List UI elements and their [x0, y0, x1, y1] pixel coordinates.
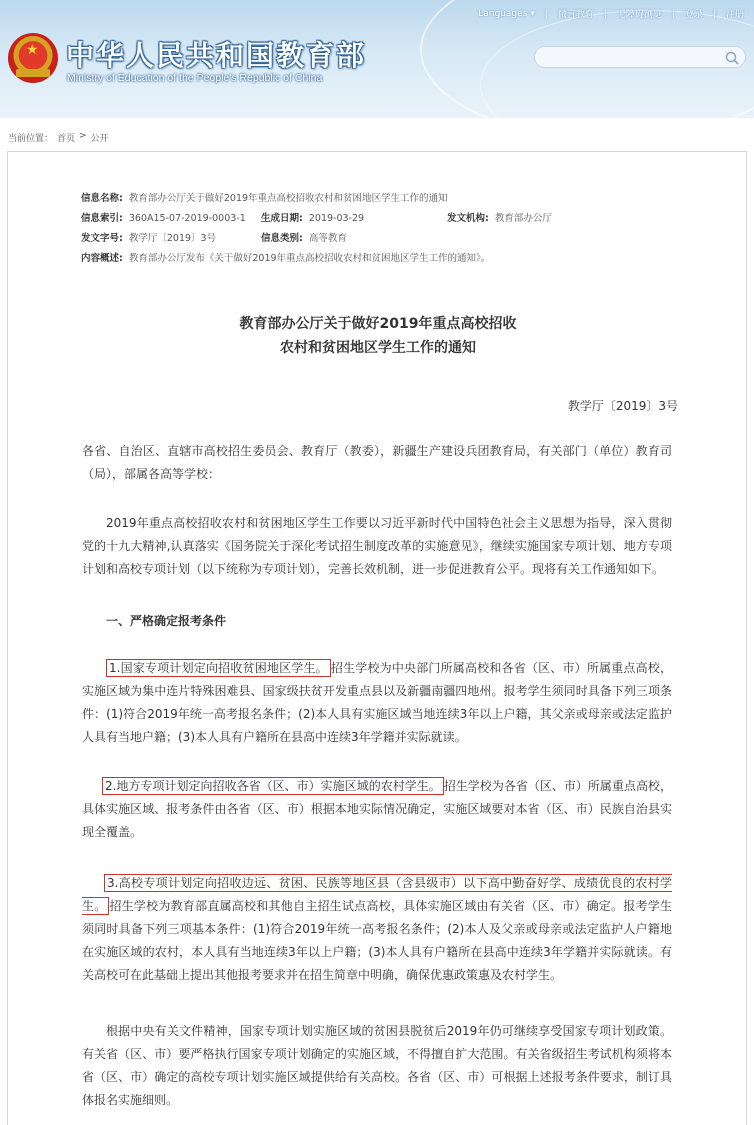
search-icon[interactable] [723, 49, 741, 67]
item-3-paragraph: 3.高校专项计划定向招收边远、贫困、民族等地区县（含县级市）以下高中勤奋好学、成绩优良的农村学生。 招生学校为教育部直属高校和其他自主招生试点高校，具体实施区域由有关省（区、市）确定。报考学生须同时具备下列三项基本条件：(1)符合2019年统一高考报名条件；(2)本人及父亲或母亲或法定监护人户籍地在实施区域的农村，本人具有当地连续3年以上户籍；(3)本人具有户籍所在县高中连续3年学籍并实际就读。有关高校可在此基础上提出其他报考要求并在招生简章中明确，确保优惠政策惠及农村学生。 [82, 876, 672, 982]
document-number: 教学厅〔2019〕3号 [567, 399, 678, 413]
national-emblem-icon[interactable] [8, 33, 58, 83]
search-input[interactable] [545, 50, 725, 70]
highlight-box: 2.地方专项计划定向招收各省（区、市）实施区域的农村学生。 [102, 777, 444, 795]
highlight-box: 3.高校专项计划定向招收边远、贫困、民族等地区县（含县级市）以下高中勤奋好学、成绩优良的农村学生。 [82, 876, 672, 913]
section-heading: 一、严格确定报考条件 [106, 614, 227, 628]
separator: | [603, 8, 607, 19]
weiyan-link[interactable]: 微言教育 [557, 10, 594, 20]
emblem-base [16, 69, 50, 77]
separator: | [712, 8, 716, 19]
meta-row-docno: 发文字号: 教学厅〔2019〕3号 [81, 233, 217, 244]
separator: | [671, 8, 675, 19]
register-link[interactable]: 注册 [725, 10, 744, 20]
meta-row-date: 生成日期: 2019-03-29 [261, 213, 365, 224]
meta-row-org: 发文机构: 教育部办公厅 [447, 213, 552, 224]
meta-row-name: 信息名称: 教育部办公厅关于做好2019年重点高校招收农村和贫困地区学生工作的通知 [81, 193, 448, 204]
site-header [0, 0, 754, 118]
addressee-paragraph: 各省、自治区、直辖市高校招生委员会、教育厅（教委），新疆生产建设兵团教育局，有关部门（单位）教育司（局），部属各高等学校： [82, 444, 672, 481]
top-links [478, 7, 744, 20]
accessibility-link[interactable]: 无障碍浏览 [616, 10, 662, 20]
article-container [7, 151, 747, 1125]
breadcrumb-public[interactable]: 公开 [90, 134, 109, 144]
breadcrumb-home[interactable]: 首页 [57, 134, 76, 144]
meta-row-category: 信息类别: 高等教育 [261, 233, 347, 244]
site-title[interactable]: 中华人民共和国教育部 [66, 39, 367, 72]
site-subtitle: Ministry of Education of the People's Republic of China [67, 72, 323, 84]
breadcrumb-label: 当前位置： [8, 134, 54, 144]
highlight-box: 1.国家专项计划定向招收贫困地区学生。 [106, 659, 331, 677]
meta-row-summary: 内容概述: 教育部办公厅发布《关于做好2019年重点高校招收农村和贫困地区学生工作的通知》。 [81, 253, 491, 264]
breadcrumb-separator: > [79, 131, 87, 141]
item-2-paragraph: 2.地方专项计划定向招收各省（区、市）实施区域的农村学生。 招生学校为各省（区、市）所属重点高校，具体实施区域、报考条件由各省（区、市）根据本地实际情况确定，实施区域要对本省（区、市）民族自治县实现全覆盖。 [82, 779, 672, 839]
login-link[interactable]: 登录 [684, 10, 703, 20]
meta-row-index: 信息索引: 360A15-07-2019-0003-1 [81, 213, 246, 224]
closing-paragraph: 根据中央有关文件精神，国家专项计划实施区域的贫困县脱贫后2019年仍可继续享受国家专项计划政策。有关省（区、市）要严格执行国家专项计划确定的实施区域，不得擅自扩大范围。有关省级招生考试机构须将本省（区、市）确定的高校专项计划实施区域提供给有关高校。各省（区、市）可根据上述报考条件要求，制订具体报名实施细则。 [82, 1024, 672, 1107]
item-1-paragraph: 1.国家专项计划定向招收贫困地区学生。 招生学校为中央部门所属高校和各省（区、市）所属重点高校，实施区域为集中连片特殊困难县、国家级扶贫开发重点县以及新疆南疆四地州。报考学生须同时具备下列三项条件：(1)符合2019年统一高考报名条件；(2)本人具有实施区域当地连续3年以上户籍，其父亲或母亲或法定监护人具有当地户籍；(3)本人具有户籍所在县高中连续3年学籍并实际就读。 [82, 661, 672, 744]
breadcrumb [8, 131, 109, 144]
document-title: 教育部办公厅关于做好2019年重点高校招收 农村和贫困地区学生工作的通知 [239, 316, 517, 356]
search-box [534, 46, 746, 68]
intro-paragraph: 2019年重点高校招收农村和贫困地区学生工作要以习近平新时代中国特色社会主义思想为指导，深入贯彻党的十九大精神,认真落实《国务院关于深化考试招生制度改革的实施意见》，继续实施国家专项计划、地方专项计划和高校专项计划（以下统称为专项计划），完善长效机制，进一步促进教育公平。现将有关工作通知如下。 [82, 516, 672, 576]
languages-link[interactable]: Languages ▾ [478, 8, 535, 19]
star-icon: ★ [26, 42, 39, 58]
separator: | [544, 8, 548, 19]
